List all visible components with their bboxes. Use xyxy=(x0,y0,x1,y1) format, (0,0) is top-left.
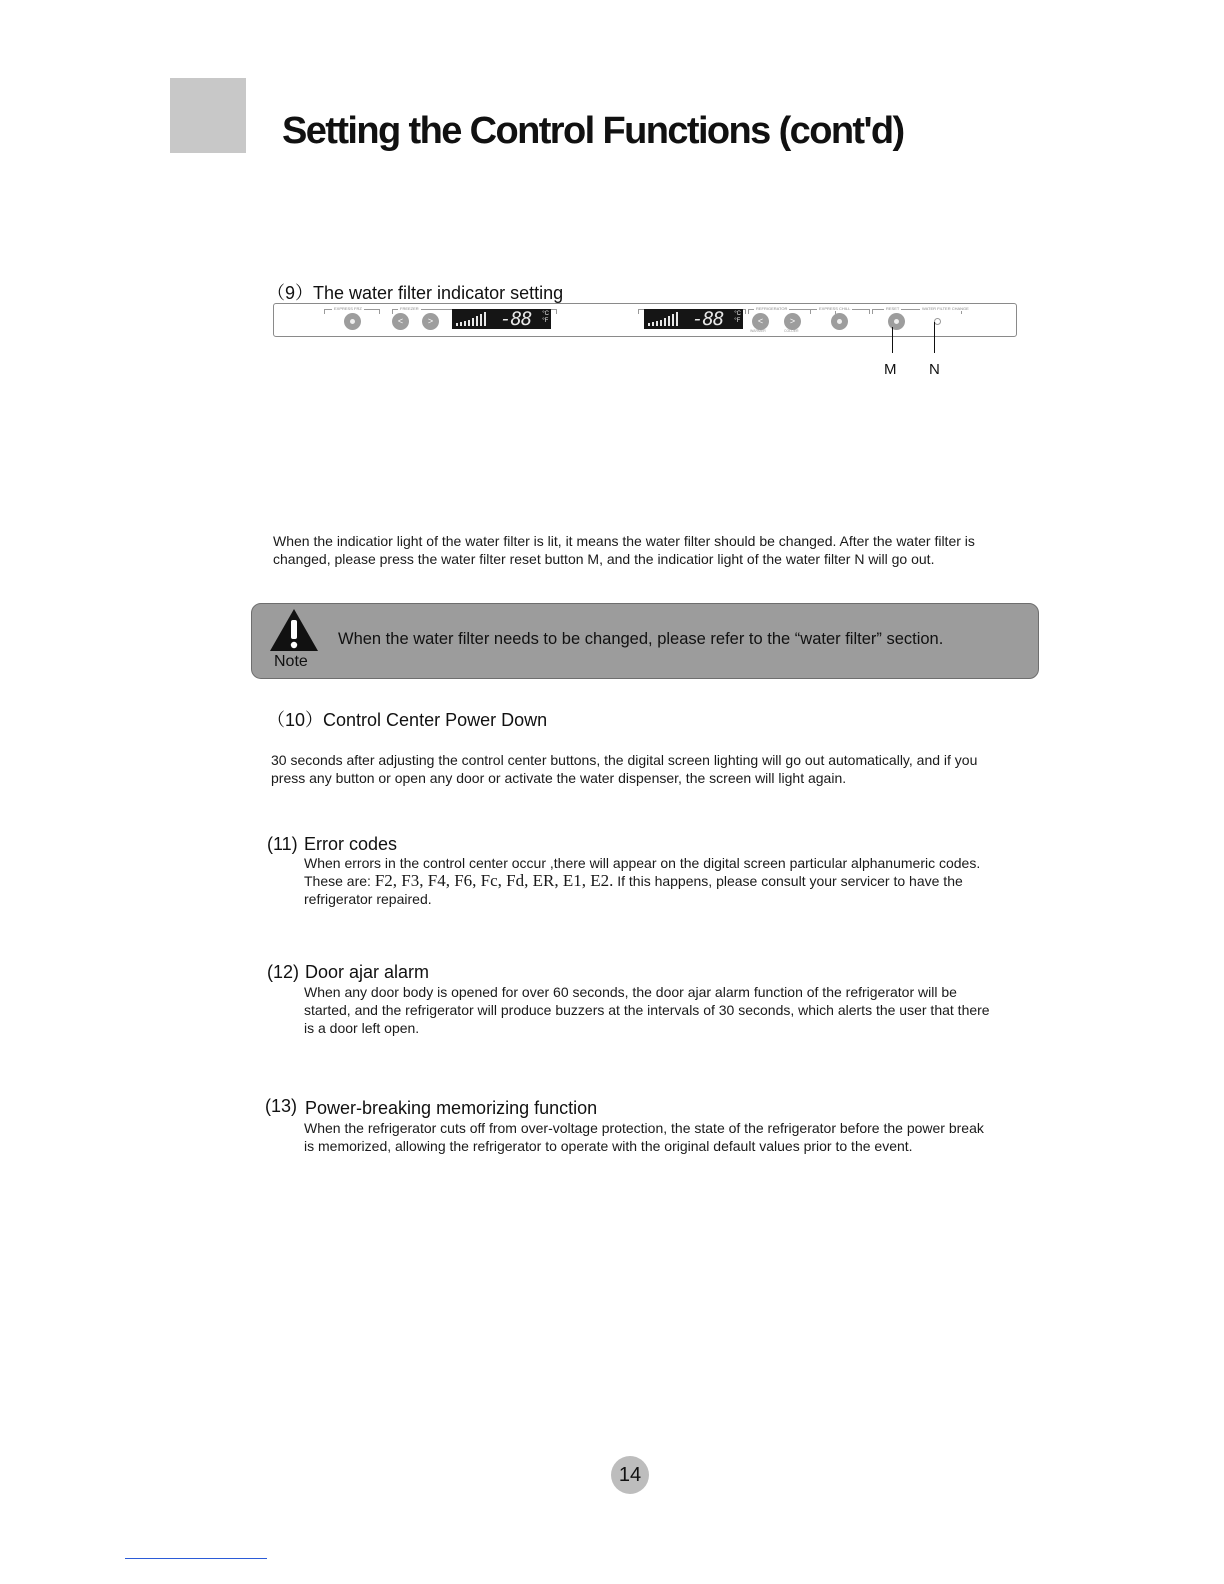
express-chill-button xyxy=(831,313,848,330)
refrigerator-lcd-display xyxy=(644,309,743,329)
section-12-body: When any door body is opened for over 60 seconds, the door ajar alarm function of the refrigerator will be started, and the refrigerator will produce buzzers at the intervals of 30 seconds, which alerts the user that there is a door left open. xyxy=(304,984,990,1036)
section-11-number: (11) xyxy=(267,834,298,854)
freezer-temp-digits: -88 xyxy=(500,308,532,330)
callout-line-n xyxy=(934,322,935,353)
section-13-body: When the refrigerator cuts off from over-voltage protection, the state of the refrigerator before the power break is memorized, allowing the refrigerator to operate with the original default values prior to the event. xyxy=(304,1120,984,1154)
label-freezer: FREEZER xyxy=(400,306,419,311)
label-colder: COLDER xyxy=(784,329,799,333)
water-filter-reset-button-m xyxy=(888,313,905,330)
section-10-heading: （10）Control Center Power Down xyxy=(267,710,548,730)
callout-label-n: N xyxy=(929,361,940,378)
freezer-right-arrow-button: > xyxy=(422,313,439,330)
page-title: Setting the Control Functions (cont'd) xyxy=(282,110,904,152)
label-express-chill: EXPRESS CHILL xyxy=(819,306,851,311)
refrigerator-left-arrow-button: < xyxy=(752,313,769,330)
refrigerator-right-arrow-button: > xyxy=(784,313,801,330)
callout-line-m xyxy=(892,327,893,353)
label-water-filter-change: WATER FILTER CHANGE xyxy=(922,306,969,311)
section-11-heading: Error codes xyxy=(304,834,398,854)
warning-icon xyxy=(268,607,320,653)
signal-bars-icon xyxy=(648,312,678,326)
label-reset: RESET xyxy=(886,306,900,311)
note-text: When the water filter needs to be changed, please refer to the “water filter” section. xyxy=(338,630,944,648)
section-12-heading: Door ajar alarm xyxy=(305,962,430,982)
temp-units: °C °F xyxy=(542,311,549,324)
water-filter-indicator-light-n xyxy=(934,318,941,325)
freezer-lcd-display xyxy=(452,309,551,329)
section-tab-marker xyxy=(170,78,246,153)
section-13-number: (13) xyxy=(265,1096,298,1116)
error-codes-list: F2, F3, F4, F6, Fc, Fd, ER, E1, E2. xyxy=(374,871,614,890)
label-warmer: WARMER xyxy=(750,329,766,333)
footer-rule xyxy=(125,1558,267,1559)
page-number: 14 xyxy=(611,1456,649,1494)
section-11-body: When errors in the control center occur ,there will appear on the digital screen particular alphanumeric codes. These are: F2, F3, F4, F6, Fc, Fd, ER, E1, E2. If this happens, please consult your servicer to have the refrigerator repaired. xyxy=(304,855,981,907)
note-label: Note xyxy=(274,653,308,670)
control-panel-diagram xyxy=(273,303,1017,337)
section-12-number: (12) xyxy=(267,962,300,982)
section-9-body: When the indicatior light of the water filter is lit, it means the water filter should be changed. After the water filter is changed, please press the water filter reset button M, and the indicatior light of the water filter N will go out. xyxy=(273,533,975,567)
freezer-left-arrow-button: < xyxy=(392,313,409,330)
section-13-heading: Power-breaking memorizing function xyxy=(305,1098,598,1118)
note-box xyxy=(251,603,1039,679)
refrigerator-temp-digits: -88 xyxy=(692,308,724,330)
label-refrigerator: REFRIGERATOR xyxy=(756,306,788,311)
temp-units: °C °F xyxy=(734,311,741,324)
section-10-body: 30 seconds after adjusting the control center buttons, the digital screen lighting will go out automatically, and if you press any button or open any door or activate the water dispenser, the screen will light again. xyxy=(271,752,978,786)
label-express-frz: EXPRESS FRZ xyxy=(334,306,362,311)
section-9-heading: （9）The water filter indicator setting xyxy=(267,283,564,303)
callout-label-m: M xyxy=(884,361,897,378)
signal-bars-icon xyxy=(456,312,486,326)
express-frz-button xyxy=(344,313,361,330)
